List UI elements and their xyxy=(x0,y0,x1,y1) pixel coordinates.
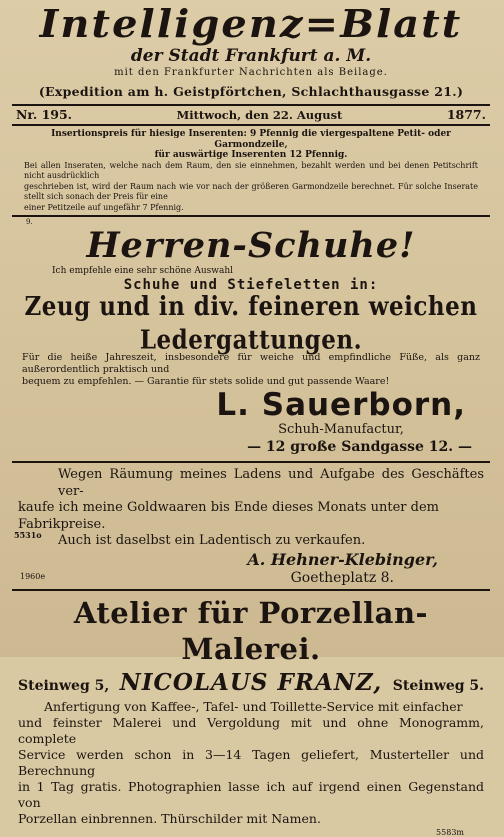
ad2-line-2: kaufe ich meine Goldwaaren bis Ende dieses Monats unter dem xyxy=(18,500,439,515)
ad-description-2: bequem zu empfehlen. — Garantie für stets solide und gut passende Waare! xyxy=(22,376,390,387)
ad-mark: 9. xyxy=(26,218,33,226)
advertisement-goldwaaren xyxy=(12,463,490,591)
ad-number: 5531o xyxy=(14,530,42,540)
ad3-line-3: Service werden schon in 3—14 Tagen geliefert, Musterteller und Berechnung xyxy=(18,746,484,778)
newspaper-title: Intelligenz=Blatt xyxy=(39,1,463,46)
ad2-firm-name: A. Hehner-Klebinger, xyxy=(247,549,438,569)
ad3-number: 5583m xyxy=(436,827,464,837)
ad-material-line: Zeug und in div. feineren weichen Ledergattungen. xyxy=(24,290,478,356)
issue-year: 1877. xyxy=(446,107,486,122)
ad-headline: Herren-Schuhe! xyxy=(86,225,416,266)
insertion-rates xyxy=(12,126,490,217)
rates-line-4: geschrieben ist, wird der Raum nach wie vor nach der größeren Garmondzeile berechnet. Für solche Inserate stellt sich sonach der Preis für eine xyxy=(24,181,478,201)
masthead xyxy=(12,0,490,101)
supplement-line: mit den Frankfurter Nachrichten als Beilage. xyxy=(114,67,388,78)
ad-intro: Ich empfehle eine sehr schöne Auswahl xyxy=(52,266,234,276)
advertisement-porzellan-malerei xyxy=(12,591,490,837)
rates-line-5: einer Petitzeile auf ungefähr 7 Pfennig. xyxy=(24,202,184,212)
ad3-street-left: Steinweg 5, xyxy=(18,677,110,694)
rates-line-3: Bei allen Inseraten, welche nach dem Raum, den sie einnehmen, bezahlt werden und bei denen Petitschrift nicht ausdrücklich xyxy=(24,160,478,180)
issue-number: Nr. 195. xyxy=(16,107,73,122)
ad3-street-right: Steinweg 5. xyxy=(392,677,484,694)
ad-firm-name: L. Sauerborn, xyxy=(216,387,466,423)
ad-description-1: Für die heiße Jahreszeit, insbesondere für weiche und empfindliche Füße, als ganz außerordentlich praktisch und xyxy=(22,352,480,375)
ad3-firm-name: NICOLAUS FRANZ, xyxy=(119,668,383,696)
ad3-line-2: und feinster Malerei und Vergoldung mit und ohne Monogramm, complete xyxy=(18,714,484,746)
ad2-line-3: Fabrikpreise. xyxy=(18,516,106,532)
ad-address-text: — 12 große Sandgasse 12. — xyxy=(247,439,472,455)
ad2-line-4: Auch ist daselbst ein Ladentisch zu verkaufen. xyxy=(58,533,366,548)
ad3-line-5: Porzellan einbrennen. Thürschilder mit Namen. xyxy=(18,810,321,826)
ad3-line-4: in 1 Tag gratis. Photographien lasse ich auf irgend einen Gegenstand von xyxy=(18,778,484,810)
rates-line-1: Insertionspreis für hiesige Inserenten: 9 Pfennig die viergespaltene Petit- oder Garmondzeile, xyxy=(51,129,451,150)
ad3-name-row xyxy=(18,669,484,696)
ad-firm-subtitle: Schuh-Manufactur, xyxy=(278,422,404,437)
newspaper-subtitle: der Stadt Frankfurt a. M. xyxy=(130,46,372,66)
ad2-address: Goetheplatz 8. xyxy=(290,569,394,586)
expedition-line: (Expedition am h. Geistpförtchen, Schlachthausgasse 21.) xyxy=(38,84,464,99)
ad3-line-1: Anfertigung von Kaffee-, Tafel- und Toillette-Service mit einfacher xyxy=(44,698,463,714)
ad-product-line: Schuhe und Stiefeletten in: xyxy=(123,277,379,293)
ad3-headline: Atelier für Porzellan-Malerei. xyxy=(73,595,429,666)
ad2-footer xyxy=(18,570,484,586)
rates-line-2: für auswärtige Inserenten 12 Pfennig. xyxy=(154,150,348,160)
issue-bar xyxy=(12,104,490,126)
ad2-line-1: Wegen Räumung meines Ladens und Aufgabe des Geschäftes ver- xyxy=(58,467,484,499)
ad2-number: 1960e xyxy=(20,571,46,581)
issue-date: Mittwoch, den 22. August xyxy=(176,108,343,122)
